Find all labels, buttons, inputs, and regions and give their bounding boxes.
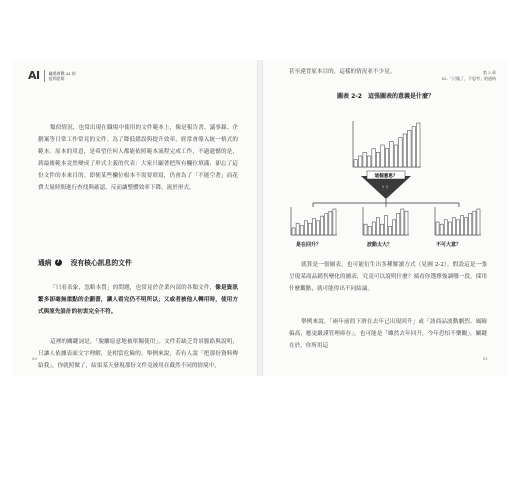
- chart-left-bar: [312, 218, 315, 235]
- figure-title: 圖表 2-2 這張圖表的意義是什麼？: [337, 93, 434, 100]
- chart-left-bar: [329, 211, 332, 235]
- chart-top-bar: [408, 130, 411, 167]
- page-number-right: 81: [482, 356, 488, 361]
- chart-middle-bar: [389, 226, 392, 235]
- left-paragraph-1: 類似情況，也常出現在職場中使用的文件範本上，像是報告書、議事錄、企劃案等日常工作常見的文件。為了降低錯誤與提升效率，經常會導入統一格式的範本。原本的用意，是希望任何人都能依照範本流程完成工作，不過遺憾的是，到最後範本竟然變成了形式主義的代表：大家只顧著把所有欄位填滿，卻忘了這份文件的本來目的。即便某些欄位根本不需要填寫，仍會為了「不能空著」而花費大量時間進行查找與確認，反而讓整體效率下降，流於形式。: [38, 125, 238, 191]
- chart-right-bar: [444, 220, 447, 235]
- left-paragraph-2: 「只看表象，忽略本質」的問題，也常見於企業內部的各類文件，像是資訊繁多卻毫無重點的企劃書，讓人看完仍不明所以；又或者被他人轉用時，使用方式與原先設計的初衷完全不符。: [38, 285, 238, 315]
- chart-top-bar: [367, 156, 370, 167]
- chart-middle-bar: [380, 224, 383, 235]
- figure-label-2: 波動太大？: [367, 242, 393, 248]
- figure-2-2-diagram: [283, 99, 488, 234]
- book-title-line2: 提問思維: [48, 76, 65, 81]
- center-banner: [361, 171, 411, 199]
- section-number-badge: 7: [56, 258, 60, 265]
- small-charts: [291, 203, 481, 235]
- chart-left-bar: [333, 209, 336, 235]
- chart-left-bar: [321, 216, 324, 235]
- chart-left-bar: [296, 223, 299, 235]
- page-number-left: 80: [32, 356, 38, 361]
- section-prefix: 通病: [38, 259, 52, 267]
- chart-top-bar: [376, 152, 379, 167]
- chart-top-bar: [372, 149, 375, 167]
- chart-left-bar: [325, 214, 328, 235]
- chart-top-bar: [363, 152, 366, 167]
- right-page: [263, 60, 508, 376]
- center-label: 這個意思？: [374, 174, 398, 179]
- section-title: 沒有核心訊息的文件: [70, 259, 132, 267]
- right-paragraph-2: 舉例來說，「兩年前的下滑在去年已出現回升」或「該商品波動劇烈、風險偏高，應更嚴謹管理庫存」，也可能是「雖然去年回升，今年恐怕不樂觀」。關鍵在於，你所用這: [289, 319, 487, 349]
- chart-top-bar: [358, 156, 361, 167]
- chart-right-bar: [477, 209, 480, 235]
- chart-top-bar: [354, 160, 357, 167]
- chart-right-bar: [465, 218, 468, 235]
- chart-middle-bar: [405, 211, 408, 235]
- left-paragraph-3: 這裡的關鍵詞是，「脫離原意地被單獨使用」。文件若缺乏背景脈絡與說明，只讓人依據表面文字理解，是相當危險的。舉例來說，若有人說「把那份資料傳給我」，你就照做了，結果某天發現那份文件竟被用在截然不同的情境中，: [38, 339, 238, 369]
- chart-middle-bar: [368, 226, 371, 235]
- figure-label-3: 不可大意？: [436, 242, 462, 248]
- book-title-line1: 職場實戰 AI 的: [48, 71, 76, 76]
- chart-right-bar: [440, 224, 443, 235]
- chart-middle-bar: [397, 213, 400, 235]
- chart-top-bar: [417, 123, 420, 167]
- chart-middle-bar: [364, 224, 367, 235]
- chart-top-bar: [385, 149, 388, 167]
- chart-right-bar: [461, 216, 464, 236]
- chart-middle-bar: [384, 216, 387, 236]
- book-logo: AI: [28, 70, 45, 82]
- chart-left-bar: [317, 221, 320, 235]
- book-header: [28, 70, 76, 82]
- chart-middle-bar: [372, 222, 375, 235]
- section-heading: [38, 257, 132, 267]
- chart-middle-bar: [393, 220, 396, 235]
- right-paragraph-1: 就算是一張圖表，也可能衍生出多種解讀方式（見圖 2-2）。假設這是一張呈現某商品銷售變化的圖表，究竟可以說明什麼？端看你選擇強調哪一段，採用什麼觀點，就可能得出不同結論。: [289, 262, 487, 292]
- chart-left-bar: [300, 226, 303, 235]
- chart-middle-bar: [376, 218, 379, 235]
- chapter-title: 02.「只做了，不思考」的通病: [441, 75, 496, 81]
- chart-left-bar: [304, 221, 307, 235]
- chart-left-bar: [308, 223, 311, 235]
- figure-label-1: 是在回升？: [296, 242, 322, 248]
- chart-top-bar: [390, 141, 393, 167]
- chart-top-bar: [399, 138, 402, 167]
- chart-top-bar: [381, 145, 384, 167]
- chart-top-bar: [403, 134, 406, 167]
- chart-top-bar: [412, 127, 415, 167]
- chart-right-bar: [436, 222, 439, 235]
- emphasis-text: 像是資訊繁多卻毫無重點的企劃書，讓人看完仍不明所以；又或者被他人轉用時，使用方式與原先設計的初衷完全不符。: [38, 285, 238, 315]
- chart-right-bar: [473, 211, 476, 235]
- chart-right-bar: [469, 213, 472, 235]
- chart-left-bar: [292, 228, 295, 235]
- left-page: [12, 60, 257, 376]
- chart-top-bar: [394, 145, 397, 167]
- chart-right-bar: [448, 222, 451, 235]
- chart-middle-bar: [401, 209, 404, 235]
- chart-right-bar: [452, 218, 455, 235]
- center-sublabel: ？？: [382, 185, 390, 190]
- chart-right-bar: [456, 220, 459, 235]
- chart-top: [353, 121, 421, 167]
- chapter-number: 第 2 章: [482, 70, 496, 75]
- right-intro-text: 甚至違背原本目的，這樣的情況並不少見。: [289, 69, 396, 75]
